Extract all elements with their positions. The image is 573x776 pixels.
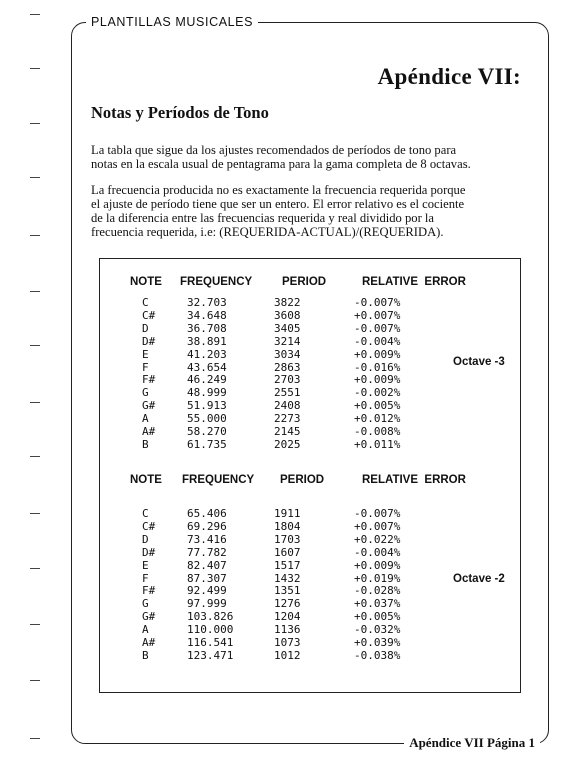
note-cell: F	[142, 360, 149, 374]
table-row	[100, 521, 520, 533]
binder-tick	[30, 568, 40, 569]
frequency-cell: 38.891	[187, 334, 227, 348]
period-cell: 1012	[274, 648, 301, 662]
col-header-frequency: FREQUENCY	[182, 474, 255, 486]
binder-tick	[30, 624, 40, 625]
relative-error-cell: +0.009%	[354, 558, 401, 572]
frequency-cell: 61.735	[187, 437, 227, 451]
frequency-cell: 110.000	[187, 623, 234, 637]
table-row	[100, 598, 520, 610]
period-cell: 1432	[274, 571, 301, 585]
table-row	[100, 400, 520, 412]
section-title: Notas y Períodos de Tono	[91, 103, 269, 122]
period-cell: 2703	[274, 373, 301, 387]
note-cell: D	[142, 321, 149, 335]
note-cell: E	[142, 347, 149, 361]
frequency-cell: 43.654	[187, 360, 227, 374]
table-row	[100, 439, 520, 451]
table-row	[100, 547, 520, 559]
note-cell: D#	[142, 545, 156, 559]
period-cell: 1804	[274, 519, 301, 533]
note-cell: A#	[142, 636, 156, 649]
binder-tick	[30, 123, 40, 124]
period-cell: 3214	[274, 334, 301, 348]
relative-error-cell: -0.004%	[354, 545, 401, 559]
relative-error-cell: -0.038%	[354, 648, 401, 662]
col-header-frequency: FREQUENCY	[180, 276, 253, 288]
table-row	[100, 585, 520, 597]
note-cell: A#	[142, 425, 156, 438]
frequency-cell: 48.999	[187, 386, 227, 400]
period-cell: 1517	[274, 558, 301, 572]
note-cell: F#	[142, 373, 156, 387]
frequency-cell: 87.307	[187, 571, 227, 585]
note-cell: F	[142, 571, 149, 585]
note-cell: C#	[142, 519, 156, 533]
frequency-cell: 73.416	[187, 532, 227, 546]
frequency-cell: 116.541	[187, 636, 234, 649]
explanation-paragraph: La frecuencia producida no es exactamente la frecuencia requerida porque el ajuste de período tiene que ser un entero. El error relativo es el cociente de la diferencia entre las frecuencias requerida y real dividido por la frecuencia requerida, i.e: (REQUERIDA-ACTUAL)/(REQUERIDA).	[91, 183, 466, 239]
period-cell: 1607	[274, 545, 301, 559]
pitch-table	[99, 258, 521, 693]
note-cell: B	[142, 648, 149, 662]
note-cell: C#	[142, 308, 156, 322]
footer-page-label: Apéndice VII Página 1	[404, 735, 540, 751]
col-header-period: PERIOD	[280, 474, 325, 486]
frequency-cell: 51.913	[187, 399, 227, 413]
note-cell: D	[142, 532, 149, 546]
period-cell: 2273	[274, 412, 301, 426]
frequency-cell: 92.499	[187, 584, 227, 598]
col-header-note: NOTE	[130, 474, 162, 486]
relative-error-cell: -0.032%	[354, 623, 401, 637]
binder-tick	[30, 291, 40, 292]
note-cell: A	[142, 623, 149, 637]
relative-error-cell: -0.028%	[354, 584, 401, 598]
note-cell: D#	[142, 334, 156, 348]
relative-error-cell: -0.004%	[354, 334, 401, 348]
note-cell: B	[142, 437, 149, 451]
relative-error-cell: -0.016%	[354, 360, 401, 374]
period-cell: 2145	[274, 425, 301, 438]
relative-error-cell: +0.012%	[354, 412, 401, 426]
table-row	[100, 534, 520, 546]
period-cell: 1351	[274, 584, 301, 598]
relative-error-cell: +0.022%	[354, 532, 401, 546]
period-cell: 2863	[274, 360, 301, 374]
binder-tick	[30, 68, 40, 69]
table-row	[100, 560, 520, 572]
binder-tick	[30, 680, 40, 681]
relative-error-cell: -0.002%	[354, 386, 401, 400]
period-cell: 3034	[274, 347, 301, 361]
note-cell: G#	[142, 399, 156, 413]
table-row	[100, 426, 520, 438]
period-cell: 1204	[274, 610, 301, 624]
frequency-cell: 82.407	[187, 558, 227, 572]
col-header-relative-error: RELATIVE ERROR	[362, 474, 466, 486]
frequency-cell: 46.249	[187, 373, 227, 387]
relative-error-cell: +0.019%	[354, 571, 401, 585]
binder-tick	[30, 235, 40, 236]
appendix-title: Apéndice VII:	[377, 64, 521, 89]
note-cell: E	[142, 558, 149, 572]
period-cell: 3822	[274, 296, 301, 309]
table-row	[100, 637, 520, 649]
period-cell: 2551	[274, 386, 301, 400]
relative-error-cell: -0.007%	[354, 321, 401, 335]
frequency-cell: 123.471	[187, 648, 234, 662]
frequency-cell: 97.999	[187, 597, 227, 611]
frequency-cell: 103.826	[187, 610, 234, 624]
note-cell: G	[142, 597, 149, 611]
table-row	[100, 323, 520, 335]
note-cell: A	[142, 412, 149, 426]
frequency-cell: 77.782	[187, 545, 227, 559]
table-row	[100, 310, 520, 322]
binder-tick	[30, 738, 40, 739]
binder-tick	[30, 456, 40, 457]
octave-label: Octave -2	[453, 573, 505, 585]
relative-error-cell: +0.039%	[354, 636, 401, 649]
relative-error-cell: +0.005%	[354, 610, 401, 624]
binder-tick	[30, 345, 40, 346]
relative-error-cell: +0.037%	[354, 597, 401, 611]
relative-error-cell: +0.005%	[354, 399, 401, 413]
frequency-cell: 58.270	[187, 425, 227, 438]
table-row	[100, 374, 520, 386]
period-cell: 3405	[274, 321, 301, 335]
frequency-cell: 36.708	[187, 321, 227, 335]
frequency-cell: 69.296	[187, 519, 227, 533]
period-cell: 1703	[274, 532, 301, 546]
relative-error-cell: -0.007%	[354, 507, 401, 520]
binder-tick	[30, 513, 40, 514]
table-row	[100, 624, 520, 636]
note-cell: F#	[142, 584, 156, 598]
frequency-cell: 55.000	[187, 412, 227, 426]
relative-error-cell: -0.007%	[354, 296, 401, 309]
period-cell: 2025	[274, 437, 301, 451]
table-row	[100, 508, 520, 520]
relative-error-cell: +0.007%	[354, 519, 401, 533]
intro-paragraph: La tabla que sigue da los ajustes recomendados de períodos de tono para notas en la escala usual de pentagrama para la gama completa de 8 octavas.	[91, 143, 471, 171]
period-cell: 1136	[274, 623, 301, 637]
period-cell: 1276	[274, 597, 301, 611]
note-cell: G#	[142, 610, 156, 624]
relative-error-cell: +0.007%	[354, 308, 401, 322]
relative-error-cell: +0.009%	[354, 347, 401, 361]
period-cell: 1911	[274, 507, 301, 520]
binder-tick	[30, 402, 40, 403]
table-row	[100, 413, 520, 425]
table-row	[100, 650, 520, 662]
col-header-note: NOTE	[130, 276, 162, 288]
period-cell: 2408	[274, 399, 301, 413]
col-header-relative-error: RELATIVE ERROR	[362, 276, 466, 288]
table-row	[100, 611, 520, 623]
relative-error-cell: +0.011%	[354, 437, 401, 451]
period-cell: 1073	[274, 636, 301, 649]
table-row	[100, 297, 520, 309]
period-cell: 3608	[274, 308, 301, 322]
relative-error-cell: -0.008%	[354, 425, 401, 438]
frequency-cell: 32.703	[187, 296, 227, 309]
frequency-cell: 34.648	[187, 308, 227, 322]
relative-error-cell: +0.009%	[354, 373, 401, 387]
table-row	[100, 336, 520, 348]
binder-tick	[30, 14, 40, 15]
frequency-cell: 65.406	[187, 507, 227, 520]
table-row	[100, 387, 520, 399]
note-cell: C	[142, 507, 149, 520]
header-label: PLANTILLAS MUSICALES	[86, 15, 258, 29]
frequency-cell: 41.203	[187, 347, 227, 361]
note-cell: C	[142, 296, 149, 309]
binder-tick	[30, 177, 40, 178]
octave-label: Octave -3	[453, 356, 505, 368]
col-header-period: PERIOD	[282, 276, 327, 288]
note-cell: G	[142, 386, 149, 400]
